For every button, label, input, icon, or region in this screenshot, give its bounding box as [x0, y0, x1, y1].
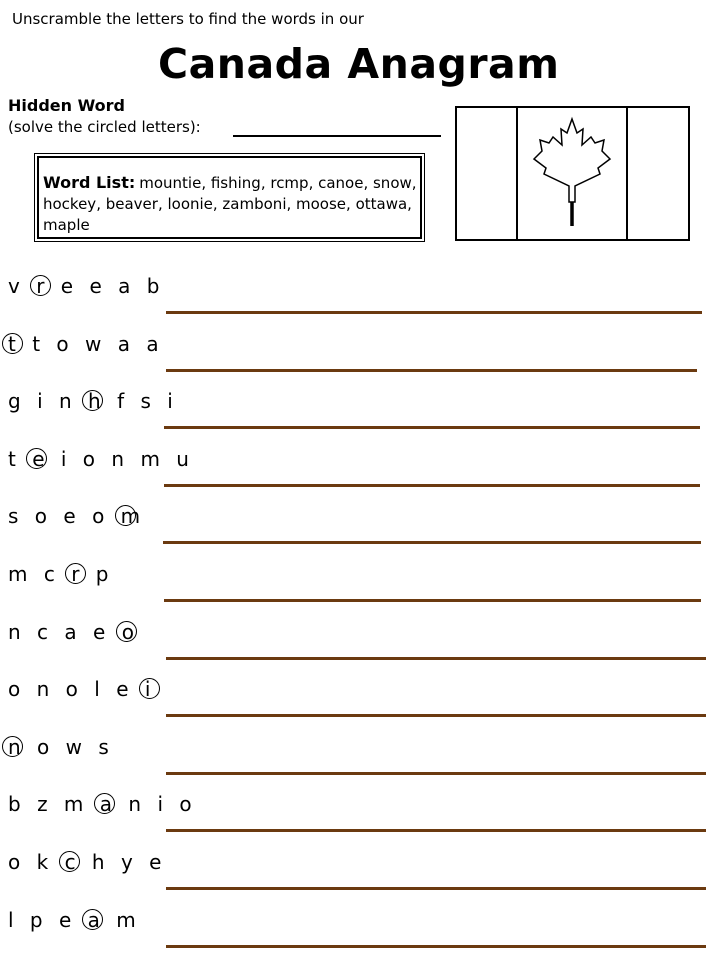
letter: o	[8, 850, 26, 874]
hidden-word-answer-line	[233, 135, 441, 137]
letter: l	[8, 907, 19, 932]
letter: w	[85, 331, 107, 356]
letter: s	[98, 734, 114, 759]
letter: o	[92, 504, 110, 529]
scrambled-letters	[8, 389, 178, 413]
letter: a	[64, 619, 82, 644]
scrambled-letters	[8, 274, 164, 298]
circled-letter: r	[71, 562, 84, 586]
letter: o	[34, 504, 53, 529]
hidden-word-instruction: (solve the circled letters):	[8, 118, 201, 136]
scrambled-letters	[8, 677, 155, 701]
anagram-row	[0, 620, 718, 678]
scrambled-letters	[8, 447, 194, 471]
letter: v	[8, 274, 25, 298]
letter: s	[8, 504, 24, 529]
anagram-row	[0, 792, 718, 850]
word-list-label: Word List:	[43, 173, 136, 192]
answer-line[interactable]	[166, 714, 706, 717]
answer-line[interactable]	[166, 829, 706, 832]
letter: f	[117, 389, 130, 414]
letter: o	[8, 677, 26, 702]
scrambled-letters	[8, 908, 141, 932]
answer-line[interactable]	[166, 772, 706, 775]
scrambled-letters	[8, 735, 114, 759]
anagram-row	[0, 447, 718, 505]
circled-letter: o	[122, 620, 139, 644]
scrambled-letters	[8, 850, 166, 874]
letter: o	[65, 677, 83, 702]
letter: b	[8, 792, 26, 817]
answer-line[interactable]	[166, 657, 706, 660]
letter: g	[8, 389, 26, 414]
scrambled-letters	[8, 792, 197, 816]
answer-line[interactable]	[166, 311, 702, 314]
letter: k	[36, 850, 54, 874]
answer-line[interactable]	[166, 945, 706, 948]
letter: p	[29, 907, 48, 932]
letter-circle	[26, 448, 47, 469]
letter: e	[60, 274, 79, 298]
letter: n	[128, 792, 147, 817]
letter-circle	[94, 793, 115, 814]
anagram-row	[0, 735, 718, 793]
letter: e	[149, 850, 167, 874]
letter-circle	[30, 275, 51, 296]
circled-letter: r	[36, 274, 49, 298]
letter: o	[82, 446, 101, 471]
letter: o	[56, 331, 74, 356]
page-title: Canada Anagram	[158, 40, 560, 88]
answer-line[interactable]	[166, 887, 706, 890]
letter: p	[95, 562, 114, 586]
letter: w	[65, 734, 88, 759]
scrambled-letters	[8, 620, 139, 644]
letter: i	[157, 792, 168, 817]
letter: o	[37, 734, 55, 759]
word-list-text: mountie, fishing, rcmp, canoe, snow, hockey, beaver, loonie, zamboni, moose, ottawa, maple	[43, 174, 417, 234]
scrambled-letters	[8, 504, 145, 528]
letter: y	[120, 850, 138, 874]
anagram-row	[0, 504, 718, 562]
circled-letter: t	[8, 332, 21, 356]
anagram-row	[0, 850, 718, 908]
letter: c	[43, 562, 60, 586]
letter: i	[37, 389, 48, 414]
circled-letter: a	[88, 908, 105, 932]
letter: a	[146, 331, 164, 356]
letter-circle	[116, 621, 137, 642]
letter: n	[58, 389, 77, 414]
anagram-row	[0, 332, 718, 390]
letter: l	[94, 677, 105, 702]
letter: t	[8, 446, 21, 471]
letter: s	[140, 389, 156, 414]
letter: e	[58, 907, 77, 932]
anagram-row	[0, 677, 718, 735]
answer-line[interactable]	[163, 541, 701, 544]
letter: i	[167, 389, 178, 414]
circled-letter: e	[32, 447, 49, 471]
letter: o	[179, 792, 197, 817]
letter-circle	[82, 390, 103, 411]
letter: a	[117, 331, 135, 356]
circled-letter: c	[65, 850, 81, 874]
letter: i	[60, 446, 72, 471]
letter: e	[63, 504, 81, 529]
instruction-text: Unscramble the letters to find the words in our	[12, 10, 364, 28]
letter: m	[116, 907, 141, 932]
letter: n	[111, 446, 130, 471]
letter: h	[91, 850, 110, 874]
letter: m	[8, 562, 33, 586]
canada-flag	[455, 106, 690, 241]
letter-circle	[115, 505, 136, 526]
letter-circle	[139, 678, 160, 699]
letter: e	[93, 619, 111, 644]
letter-circle	[82, 909, 103, 930]
letter: u	[176, 446, 194, 471]
anagram-row	[0, 274, 718, 332]
letter: n	[36, 677, 55, 702]
answer-line[interactable]	[166, 369, 697, 372]
letter-circle	[59, 851, 80, 872]
hidden-word-label: Hidden Word	[8, 96, 126, 115]
letter-circle	[2, 333, 23, 354]
letter: n	[8, 619, 26, 644]
letter: c	[37, 619, 54, 644]
anagram-row	[0, 562, 718, 620]
scrambled-letters	[8, 332, 164, 356]
scrambled-letters	[8, 562, 114, 586]
word-list-box	[37, 156, 422, 239]
circled-letter: n	[8, 735, 26, 759]
letter: b	[146, 274, 165, 298]
circled-letter: h	[88, 389, 106, 413]
answer-line[interactable]	[164, 484, 700, 487]
letter: m	[140, 446, 165, 471]
letter: m	[63, 792, 89, 817]
circled-letter: a	[100, 792, 117, 816]
answer-line[interactable]	[164, 426, 700, 429]
circled-letter: i	[145, 677, 156, 701]
answer-line[interactable]	[164, 599, 701, 602]
letter: a	[118, 274, 136, 298]
letter-circle	[2, 736, 23, 757]
letter-circle	[65, 563, 86, 584]
letter: e	[89, 274, 107, 298]
circled-letter: m	[121, 504, 145, 528]
anagram-row	[0, 389, 718, 447]
letter: z	[37, 792, 53, 817]
letter: t	[32, 331, 46, 356]
letter: e	[116, 677, 134, 702]
